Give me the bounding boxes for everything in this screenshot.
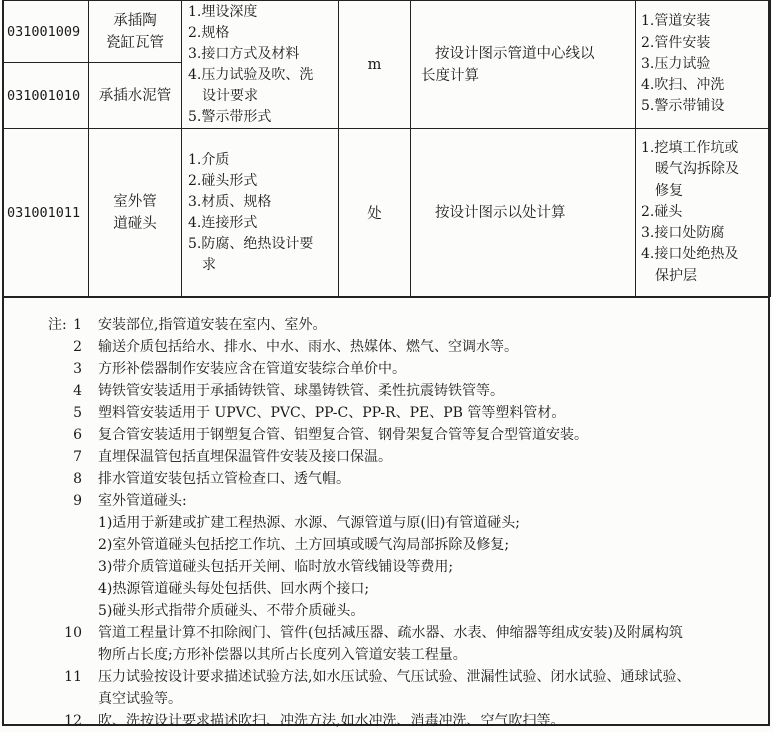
table-row	[3, 129, 771, 297]
note-item	[2, 710, 770, 732]
notes-label: 注:	[48, 317, 67, 333]
content-line: 5.警示带铺设	[641, 98, 725, 115]
note-text: 物所占长度;方形补偿器以其所占长度列入管道安装工程量。	[98, 647, 467, 663]
note-text: 3)带介质管道碰头包括开关闸、临时放水管线铺设等费用;	[98, 559, 454, 575]
item-name	[89, 63, 182, 129]
note-text: 2)室外管道碰头包括挖工作坑、土方回填或暖气沟局部拆除及修复;	[98, 537, 510, 553]
notes-section	[2, 296, 770, 732]
measurement-rule	[411, 1, 636, 129]
note-item	[2, 380, 770, 402]
note-number: 7	[73, 449, 82, 465]
note-item	[2, 446, 770, 468]
note-text: 复合管安装适用于钢塑复合管、铝塑复合管、钢骨架复合管等复合型管道安装。	[98, 427, 588, 443]
rule-line: 按设计图示管道中心线以	[435, 45, 595, 62]
note-text: 方形补偿器制作安装应含在管道安装综合单价中。	[98, 361, 406, 377]
note-text: 安装部位,指管道安装在室内、室外。	[98, 317, 327, 333]
work-content	[636, 1, 771, 129]
note-number: 2	[73, 339, 82, 355]
note-text: 管道工程量计算不扣除阀门、管件(包括减压器、疏水器、水表、伸缩器等组成安装)及附属构筑	[98, 625, 683, 641]
note-subitem	[2, 556, 770, 578]
item-name-line: 室外管	[113, 193, 157, 210]
note-number: 12	[64, 713, 82, 729]
feature-line: 求	[202, 256, 216, 273]
content-line: 2.碰头	[641, 203, 683, 220]
note-text: 排水管道安装包括立管检查口、透气帽。	[98, 471, 350, 487]
feature-line: 3.材质、规格	[188, 193, 272, 210]
feature-line: 2.碰头形式	[188, 172, 258, 189]
content-line: 暖气沟拆除及	[655, 161, 739, 178]
note-item	[2, 622, 770, 644]
note-text: 直埋保温管包括直埋保温管件安装及接口保温。	[98, 449, 392, 465]
content-line: 1.挖填工作坑或	[641, 139, 739, 156]
note-text: 吹、洗按设计要求描述吹扫、冲洗方法,如水冲洗、消毒冲洗、空气吹扫等。	[98, 713, 565, 729]
item-name-line: 承插陶	[113, 12, 157, 29]
note-number: 8	[73, 471, 82, 487]
item-name	[89, 1, 182, 63]
note-continuation	[2, 644, 770, 666]
note-text: 真空试验等。	[98, 691, 182, 707]
item-unit: 处	[339, 129, 411, 297]
note-subitem	[2, 578, 770, 600]
note-item	[2, 490, 770, 512]
content-line: 4.接口处绝热及	[641, 246, 739, 263]
content-line: 3.接口处防腐	[641, 225, 725, 242]
note-subitem	[2, 512, 770, 534]
table-row	[3, 1, 771, 63]
rule-line: 长度计算	[421, 67, 479, 84]
feature-line: 1.介质	[188, 151, 230, 168]
item-features	[182, 1, 339, 129]
note-number: 5	[73, 405, 82, 421]
note-item	[2, 666, 770, 688]
note-subitem	[2, 600, 770, 622]
note-text: 4)热源管道碰头每处包括供、回水两个接口;	[98, 581, 370, 597]
feature-line: 1.埋设深度	[188, 3, 258, 20]
feature-line: 5.警示带形式	[188, 108, 272, 125]
note-text: 1)适用于新建或扩建工程热源、水源、气源管道与原(旧)有管道碰头;	[98, 515, 521, 531]
content-line: 3.压力试验	[641, 55, 711, 72]
note-item	[2, 336, 770, 358]
item-name-line: 瓷缸瓦管	[106, 34, 164, 51]
note-number: 6	[73, 427, 82, 443]
item-unit: m	[339, 1, 411, 129]
item-features	[182, 129, 339, 297]
content-line: 4.吹扫、冲洗	[641, 77, 725, 94]
rule-line: 按设计图示以处计算	[435, 204, 566, 221]
note-text: 输送介质包括给水、排水、中水、雨水、热媒体、燃气、空调水等。	[98, 339, 518, 355]
note-number: 10	[64, 625, 82, 641]
note-number: 11	[64, 669, 82, 685]
note-text: 塑料管安装适用于 UPVC、PVC、PP-C、PP-R、PE、PB 管等塑料管材。	[98, 405, 566, 421]
note-text: 室外管道碰头:	[98, 493, 187, 509]
item-code: 031001011	[3, 129, 89, 297]
note-text: 压力试验按设计要求描述试验方法,如水压试验、气压试验、泄漏性试验、闭水试验、通球试验、	[98, 669, 691, 685]
note-continuation	[2, 688, 770, 710]
feature-line: 4.压力试验及吹、洗	[188, 66, 314, 83]
measurement-rule	[411, 129, 636, 297]
specification-table	[2, 0, 771, 297]
note-item	[2, 358, 770, 380]
item-name	[89, 129, 182, 297]
content-line: 修复	[655, 182, 683, 199]
note-item	[2, 424, 770, 446]
feature-line: 2.规格	[188, 24, 230, 41]
note-item	[2, 314, 770, 336]
note-item	[2, 402, 770, 424]
item-code: 031001010	[3, 63, 89, 129]
content-line: 2.管件安装	[641, 34, 711, 51]
note-number: 9	[73, 493, 82, 509]
content-line: 保护层	[655, 267, 697, 284]
work-content	[636, 129, 771, 297]
content-line: 1.管道安装	[641, 13, 711, 30]
note-number: 4	[73, 383, 82, 399]
item-code: 031001009	[3, 1, 89, 63]
item-name-line: 承插水泥管	[98, 87, 172, 104]
note-text: 5)碰头形式指带介质碰头、不带介质碰头。	[98, 603, 365, 619]
note-item	[2, 468, 770, 490]
feature-line: 5.防腐、绝热设计要	[188, 235, 314, 252]
feature-line: 设计要求	[202, 87, 258, 104]
note-subitem	[2, 534, 770, 556]
note-number: 3	[73, 361, 82, 377]
item-name-line: 道碰头	[113, 215, 157, 232]
note-text: 铸铁管安装适用于承插铸铁管、球墨铸铁管、柔性抗震铸铁管等。	[98, 383, 504, 399]
feature-line: 3.接口方式及材料	[188, 45, 300, 62]
note-number: 1	[73, 317, 82, 333]
feature-line: 4.连接形式	[188, 214, 258, 231]
